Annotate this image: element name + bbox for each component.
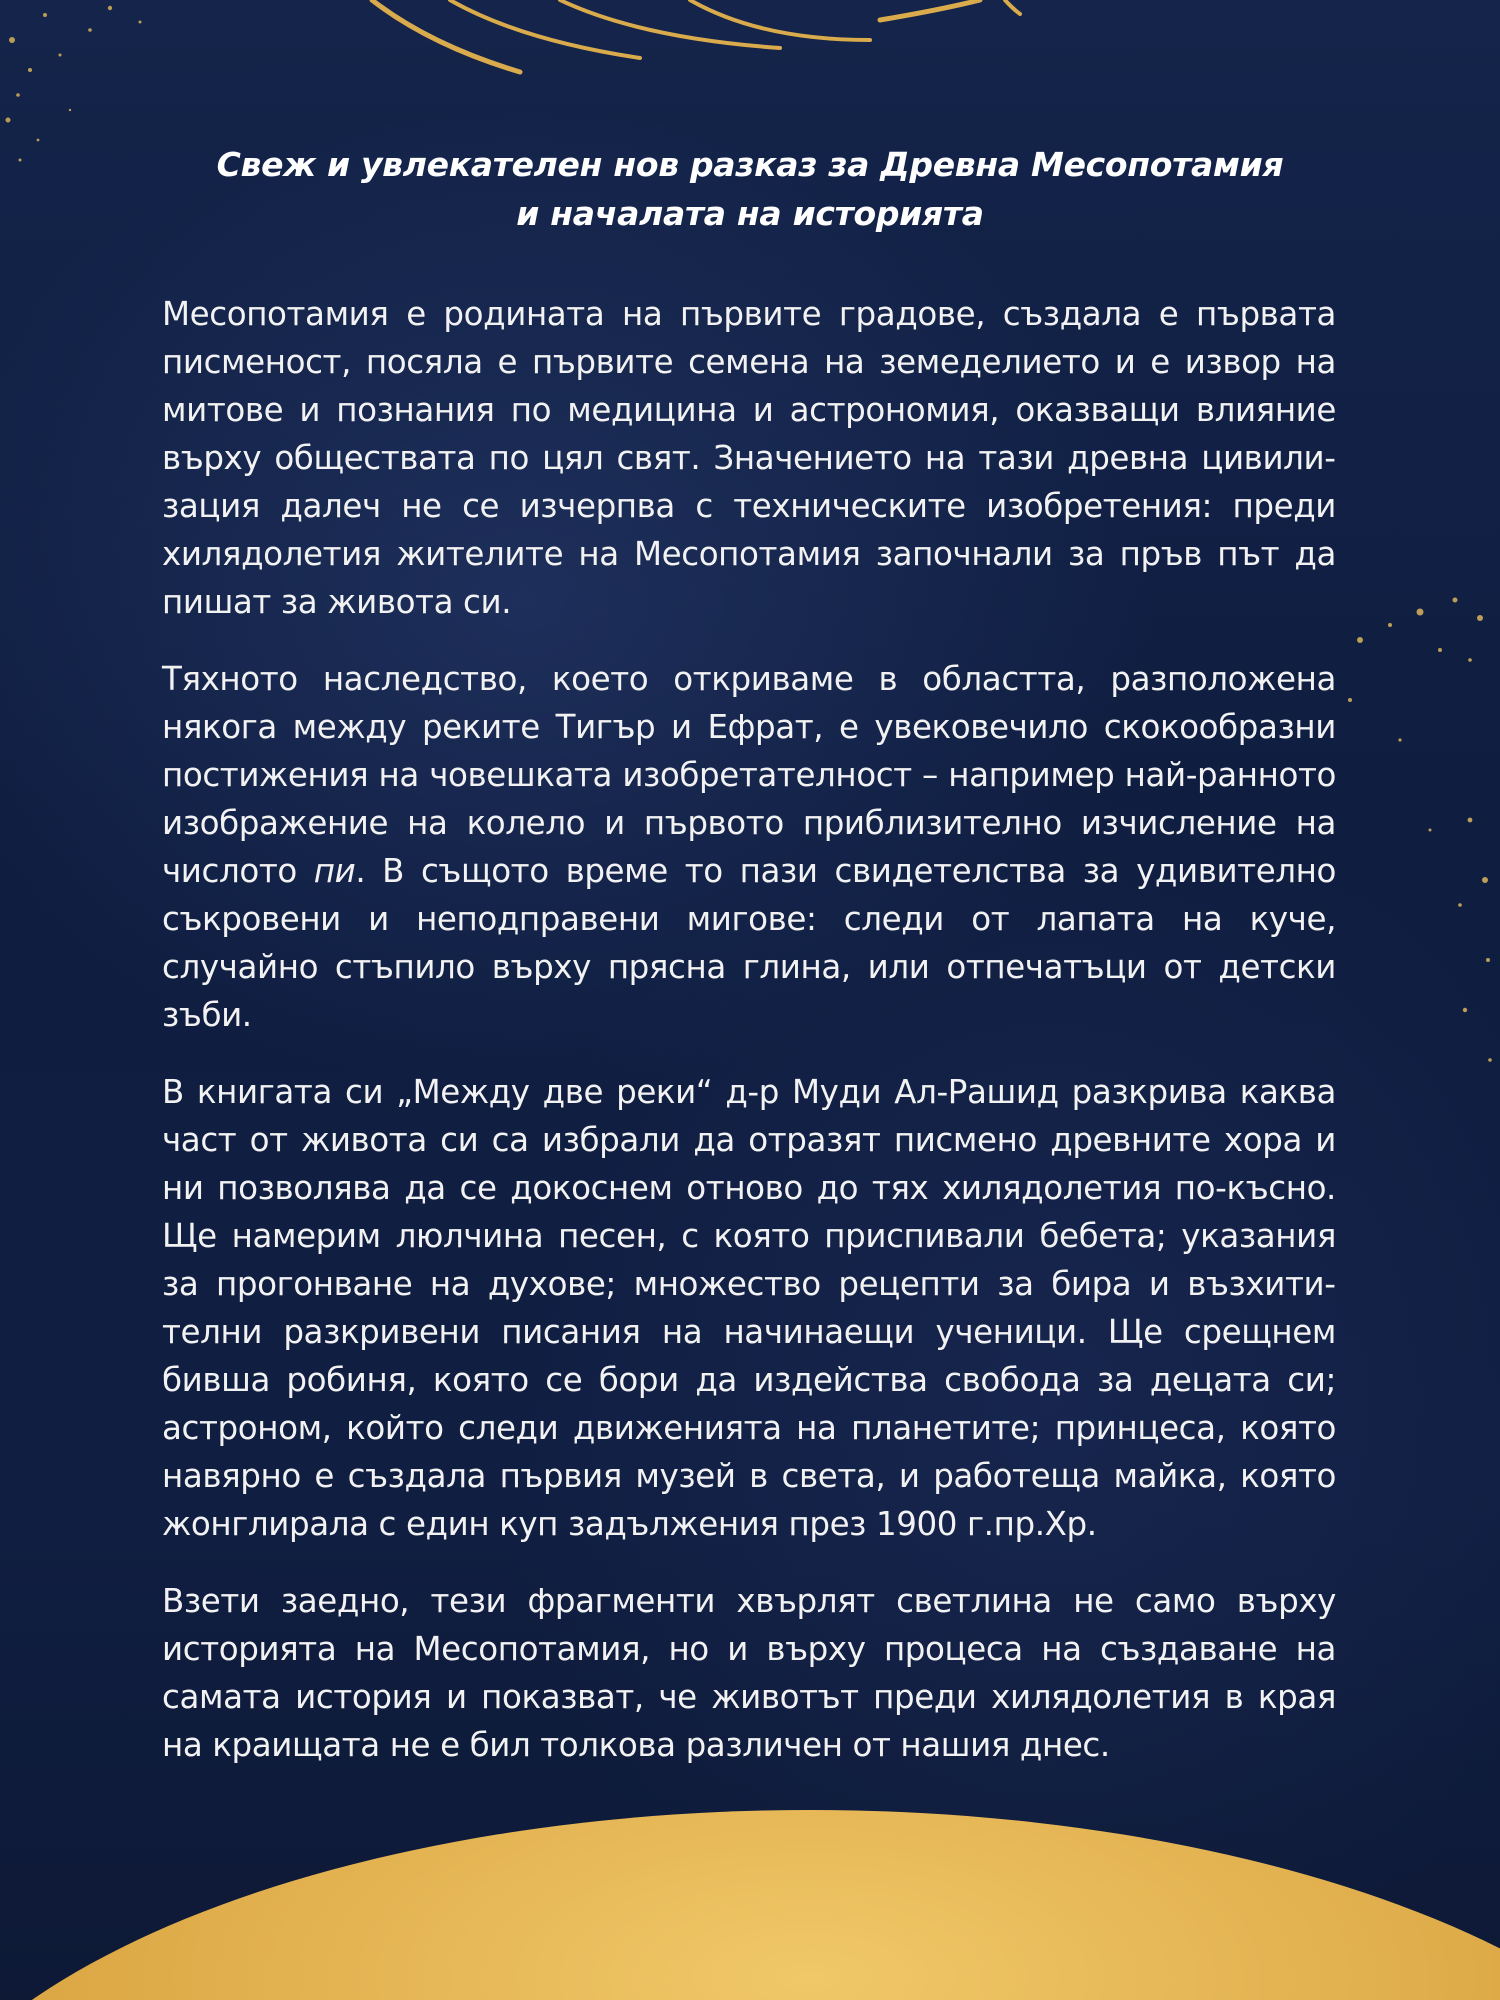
paragraph-2 <box>162 655 1336 1039</box>
paragraph-2-part-1: Тяхното наследство, което откриваме в областта, разположена някога между реките Тигър и Ефрат, е увековечило скокообразни постижения на човешката изобретателност – например най-ранното изображение на колело и първото приблизително изчисление на числото <box>162 660 1336 890</box>
tagline-line-1: Свеж и увлекателен нов разказ за Древна Месопотамия <box>216 145 1284 184</box>
tagline <box>150 140 1350 238</box>
gold-arc-lines <box>372 0 1020 72</box>
gold-globe <box>0 1810 1500 2000</box>
tagline-line-2: и началата на историята <box>516 194 984 233</box>
paragraph-1: Месопотамия е родината на първите градове, създала е първата писменост, посяла е първите семена на земеделието и е извор на митове и познания по медицина и астрономия, оказващи влияние върху обществата по цял свят. Значението на тази древна цивилизация далеч не се изчерпва с техническите изобретения: преди хилядолетия жителите на Месопотамия започнали за пръв път да пишат за живота си. <box>162 295 1336 621</box>
paragraph-4: Взети заедно, тези фрагменти хвърлят светлина не само върху историята на Месопотамия, но и върху процеса на създаване на самата история и показват, че животът преди хилядолетия в края на краищата не е бил толкова различен от нашия днес. <box>162 1582 1336 1764</box>
paragraph-2-pi: пи <box>313 852 356 890</box>
gold-speckle-top-left <box>6 6 142 162</box>
paragraph-3: В книгата си „Между две реки“ д-р Муди Ал-Рашид разкрива каква част от живота си са избрали да отразят писмено древните хора и ни позволява да се докоснем отново до тях хилядолетия по-късно. Ще намерим люлчина песен, с която приспивали бебета; указания за прогонване на духове; множество рецепти за бира и възхитителни разкривени писания на начинаещи ученици. Ще срещнем бивша робиня, която се бори да издейства свобода за децата си; астроном, който следи движенията на планетите; принцеса, която навярно е създала първия музей в света, и работеща майка, която жонглирала с един куп задължения през 1900 г.пр.Хр. <box>162 1073 1336 1543</box>
blurb-text <box>162 290 1336 1798</box>
paragraph-2-part-2: . В същото време то пази свидетелства за удивително съкровени и неподправени мигове: следи от лапата на куче, случайно стъпило върху прясна глина, или отпечатъци от детски зъби. <box>162 852 1337 1034</box>
gold-speckle-right <box>1348 598 1492 1062</box>
